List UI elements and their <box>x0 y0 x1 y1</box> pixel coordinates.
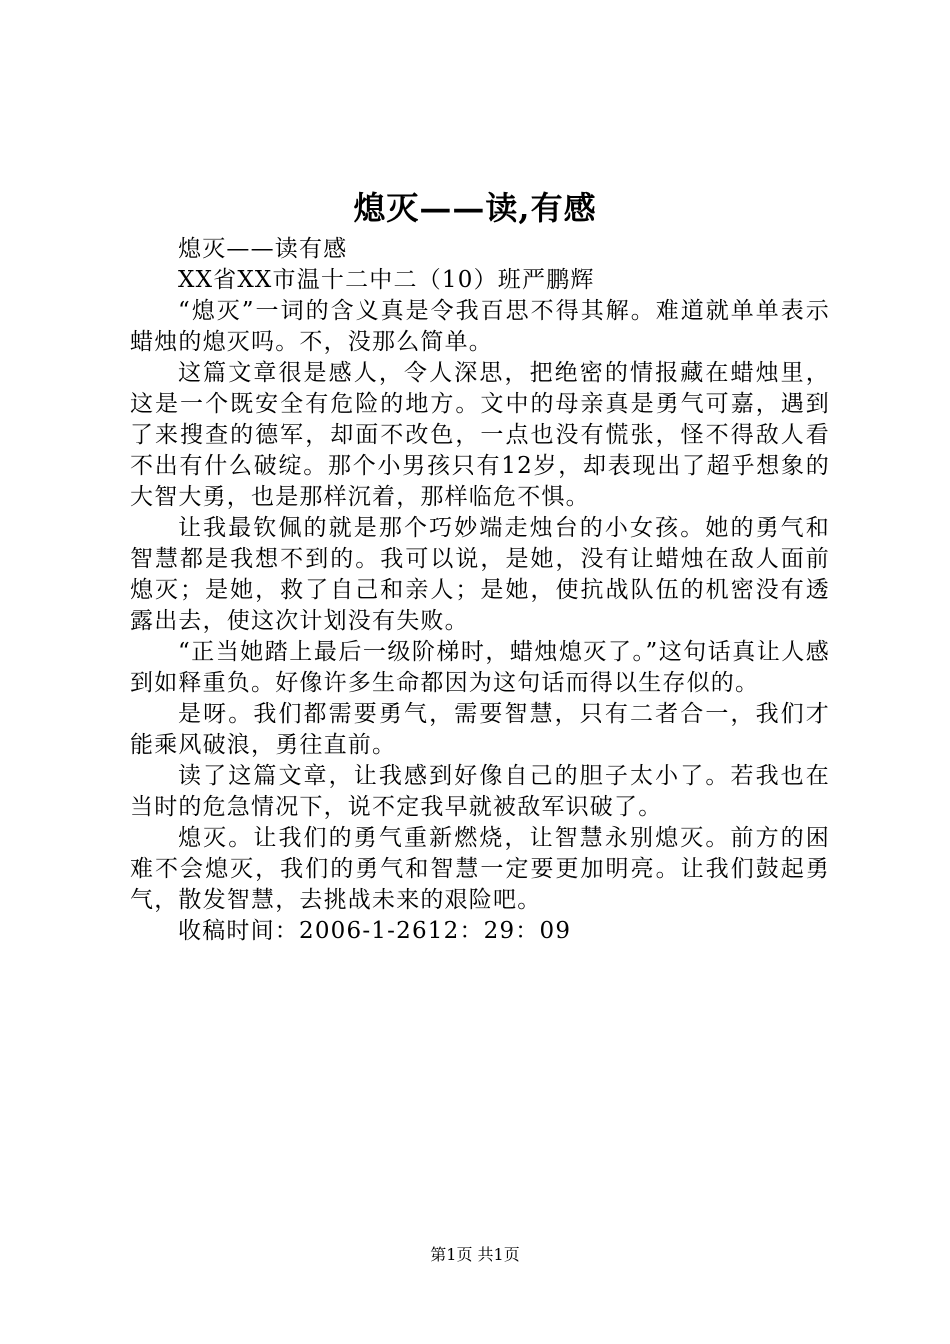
author-paragraph: XX省XX市温十二中二（10）班严鹏辉 <box>178 267 595 293</box>
received-time-paragraph: 收稿时间：2006-1-2612：29：09 <box>178 918 572 944</box>
body-paragraph: 读了这篇文章，让我感到好像自己的胆子太小了。若我也在当时的危急情况下，说不定我早就被敌军识破了。 <box>130 763 830 820</box>
document-title: 熄灭——读,有感 <box>353 189 597 227</box>
body-paragraph: 熄灭。让我们的勇气重新燃烧，让智慧永别熄灭。前方的困难不会熄灭，我们的勇气和智慧一定要更加明亮。让我们鼓起勇气，散发智慧，去挑战未来的艰险吧。 <box>130 825 830 913</box>
body-paragraph: 让我最钦佩的就是那个巧妙端走烛台的小女孩。她的勇气和智慧都是我想不到的。我可以说，是她，没有让蜡烛在敌人面前熄灭；是她，救了自己和亲人；是她，使抗战队伍的机密没有透露出去，使这次计划没有失败。 <box>130 515 830 634</box>
body-paragraph: 这篇文章很是感人，令人深思，把绝密的情报藏在蜡烛里，这是一个既安全有危险的地方。文中的母亲真是勇气可嘉，遇到了来搜查的德军，却面不改色，一点也没有慌张，怪不得敌人看不出有什么破绽。那个小男孩只有12岁，却表现出了超乎想象的大智大勇，也是那样沉着，那样临危不惧。 <box>130 360 830 510</box>
subtitle-paragraph: 熄灭——读有感 <box>178 236 348 262</box>
body-paragraph: 是呀。我们都需要勇气，需要智慧，只有二者合一，我们才能乘风破浪，勇往直前。 <box>130 701 830 758</box>
body-paragraph: “熄灭”一词的含义真是令我百思不得其解。难道就单单表示蜡烛的熄灭吗。不，没那么简单。 <box>130 298 830 355</box>
body-paragraph: “正当她踏上最后一级阶梯时，蜡烛熄灭了。”这句话真让人感到如释重负。好像许多生命都因为这句话而得以生存似的。 <box>130 639 830 696</box>
page-number-footer: 第1页 共1页 <box>430 1245 520 1264</box>
document-body <box>130 234 830 947</box>
